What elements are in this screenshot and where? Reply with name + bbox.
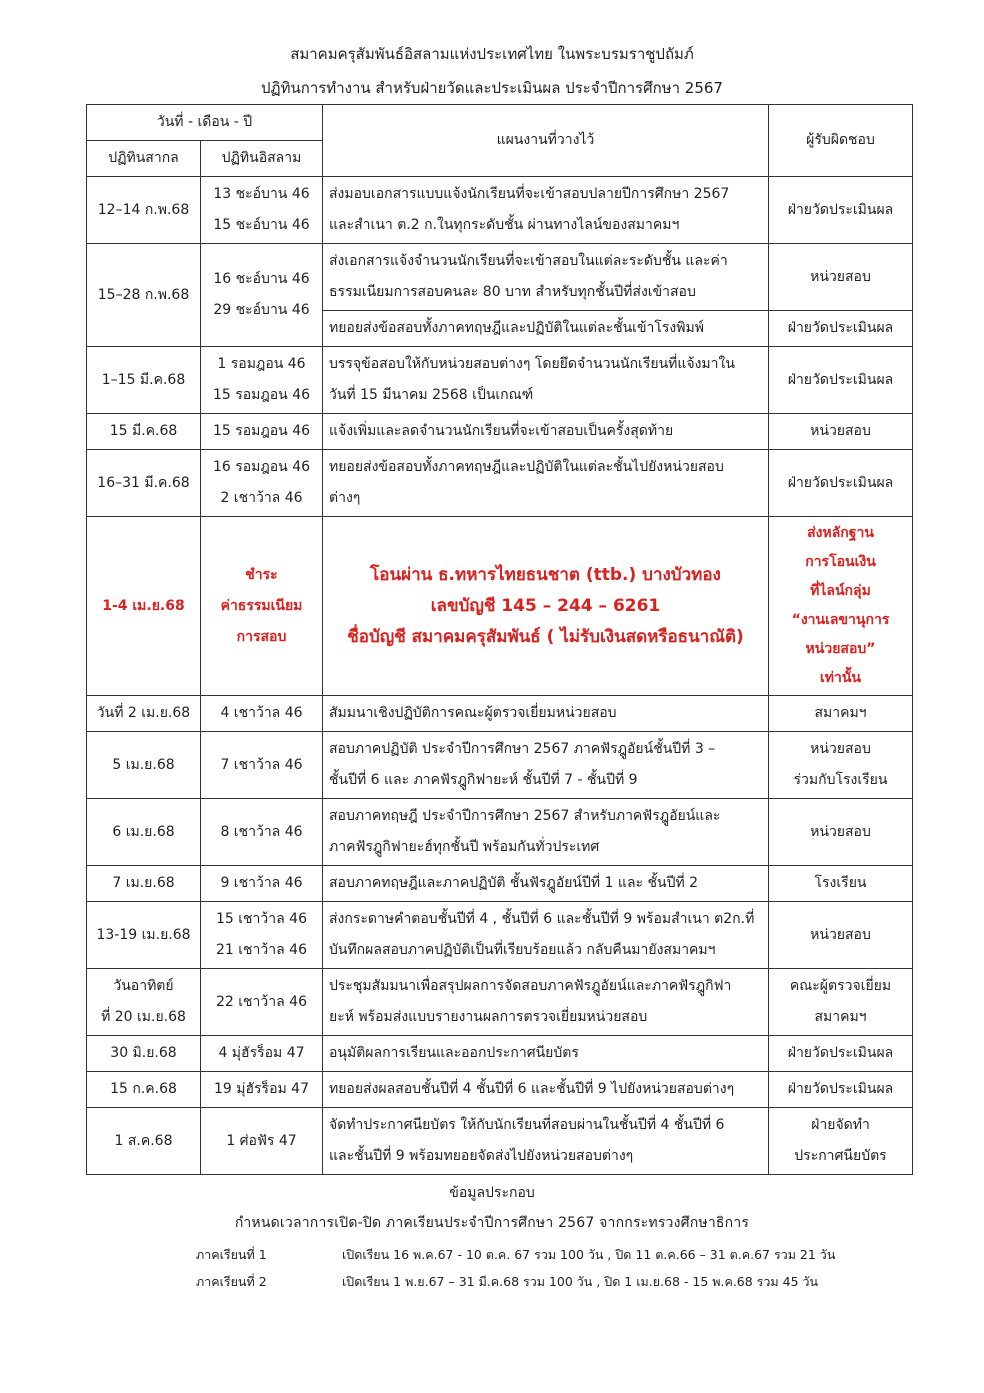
table-row <box>87 799 913 866</box>
gregorian-date: 15 ก.ค.68 <box>87 1072 201 1108</box>
gregorian-date: 16–31 มี.ค.68 <box>87 450 201 517</box>
table-row <box>87 347 913 414</box>
gregorian-date: 13-19 เม.ย.68 <box>87 902 201 969</box>
table-row <box>87 902 913 969</box>
islamic-date: 15 รอมฎอน 46 <box>201 414 323 450</box>
term-2-line <box>196 1272 818 1292</box>
gregorian-date: 7 เม.ย.68 <box>87 866 201 902</box>
islamic-date: 1 ศ่อฟัร 47 <box>201 1108 323 1175</box>
org-title: สมาคมครุสัมพันธ์อิสลามแห่งประเทศไทย ในพระบรมราชูปถัมภ์ <box>290 45 694 63</box>
term-1-line <box>196 1245 835 1265</box>
owner-cell: ฝ่ายวัดประเมินผล <box>769 450 913 517</box>
owner-cell: หน่วยสอบ <box>769 799 913 866</box>
owner-header: ผู้รับผิดชอบ <box>769 105 913 177</box>
plan-cell: ส่งมอบเอกสารแบบแจ้งนักเรียนที่จะเข้าสอบปลายปีการศึกษา 2567 และสำเนา ต.2 ก.ในทุกระดับชั้น ผ่านทางไลน์ของสมาคมฯ <box>323 177 769 244</box>
islamic-date: 4 เชาว้าล 46 <box>201 696 323 732</box>
notes-heading: ข้อมูลประกอบ <box>449 1185 535 1201</box>
plan-cell: ส่งเอกสารแจ้งจำนวนนักเรียนที่จะเข้าสอบในแต่ละระดับชั้น และค่า ธรรมเนียมการสอบคนละ 80 บาท สำหรับทุกชั้นปีที่ส่งเข้าสอบ <box>323 244 769 311</box>
table-row <box>87 1108 913 1175</box>
table-row <box>87 450 913 517</box>
islamic-date: 1 รอมฎอน 46 15 รอมฎอน 46 <box>201 347 323 414</box>
islamic-date: 7 เชาว้าล 46 <box>201 732 323 799</box>
islamic-header: ปฏิทินอิสลาม <box>201 141 323 177</box>
owner-cell: คณะผู้ตรวจเยี่ยม สมาคมฯ <box>769 969 913 1036</box>
owner-cell: หน่วยสอบ ร่วมกับโรงเรียน <box>769 732 913 799</box>
gregorian-header: ปฏิทินสากล <box>87 141 201 177</box>
islamic-date: 13 ชะอ์บาน 46 15 ชะอ์บาน 46 <box>201 177 323 244</box>
plan-cell: แจ้งเพิ่มและลดจำนวนนักเรียนที่จะเข้าสอบเป็นครั้งสุดท้าย <box>323 414 769 450</box>
islamic-date: 16 ชะอ์บาน 46 29 ชะอ์บาน 46 <box>201 244 323 347</box>
islamic-date: 9 เชาว้าล 46 <box>201 866 323 902</box>
islamic-date: 16 รอมฎอน 46 2 เชาว้าล 46 <box>201 450 323 517</box>
gregorian-date: 15 มี.ค.68 <box>87 414 201 450</box>
table-row <box>87 732 913 799</box>
plan-cell: ส่งกระดาษคำตอบชั้นปีที่ 4 , ชั้นปีที่ 6 และชั้นปีที่ 9 พร้อมสำเนา ต2ก.ที่ บันทึกผลสอบภาคปฏิบัติเป็นที่เรียบร้อยแล้ว กลับคืนมายังสมาคมฯ <box>323 902 769 969</box>
payment-label: ชำระ ค่าธรรมเนียม การสอบ <box>201 517 323 696</box>
owner-cell: ฝ่ายจัดทำ ประกาศนียบัตร <box>769 1108 913 1175</box>
plan-cell: ทยอยส่งข้อสอบทั้งภาคทฤษฎีและปฏิบัติในแต่ละชั้นเข้าโรงพิมพ์ <box>323 311 769 347</box>
table-row <box>87 1072 913 1108</box>
islamic-date: 15 เชาว้าล 46 21 เชาว้าล 46 <box>201 902 323 969</box>
plan-cell: จัดทำประกาศนียบัตร ให้กับนักเรียนที่สอบผ่านในชั้นปีที่ 4 ชั้นปีที่ 6 และชั้นปีที่ 9 พร้อมทยอยจัดส่งไปยังหน่วยสอบต่างๆ <box>323 1108 769 1175</box>
calendar-title: ปฏิทินการทำงาน สำหรับฝ่ายวัดและประเมินผล ประจำปีการศึกษา 2567 <box>261 79 723 97</box>
table-row <box>87 866 913 902</box>
schedule-table <box>86 104 913 1175</box>
owner-cell: ฝ่ายวัดประเมินผล <box>769 347 913 414</box>
term-1-dates: เปิดเรียน 16 พ.ค.67 - 10 ต.ค. 67 รวม 100 วัน , ปิด 11 ต.ค.66 – 31 ต.ค.67 รวม 21 วัน <box>342 1247 836 1262</box>
gregorian-date: 6 เม.ย.68 <box>87 799 201 866</box>
gregorian-date: 1 ส.ค.68 <box>87 1108 201 1175</box>
gregorian-date: 1–15 มี.ค.68 <box>87 347 201 414</box>
owner-cell: หน่วยสอบ <box>769 244 913 311</box>
owner-cell: สมาคมฯ <box>769 696 913 732</box>
notes-subheading: กำหนดเวลาการเปิด-ปิด ภาคเรียนประจำปีการศึกษา 2567 จากกระทรวงศึกษาธิการ <box>234 1215 750 1231</box>
table-row <box>87 1036 913 1072</box>
plan-cell: บรรจุข้อสอบให้กับหน่วยสอบต่างๆ โดยยึดจำนวนนักเรียนที่แจ้งมาใน วันที่ 15 มีนาคม 2568 เป็นเกณฑ์ <box>323 347 769 414</box>
islamic-date: 8 เชาว้าล 46 <box>201 799 323 866</box>
plan-cell: สัมมนาเชิงปฏิบัติการคณะผู้ตรวจเยี่ยมหน่วยสอบ <box>323 696 769 732</box>
plan-cell: สอบภาคทฤษฎีและภาคปฏิบัติ ชั้นฟัรฎูอัยน์ปีที่ 1 และ ชั้นปีที่ 2 <box>323 866 769 902</box>
owner-cell: โรงเรียน <box>769 866 913 902</box>
table-row <box>87 969 913 1036</box>
gregorian-date: วันที่ 2 เม.ย.68 <box>87 696 201 732</box>
gregorian-date: 5 เม.ย.68 <box>87 732 201 799</box>
islamic-date: 19 มุ่ฮัรร็อม 47 <box>201 1072 323 1108</box>
owner-cell: ฝ่ายวัดประเมินผล <box>769 177 913 244</box>
owner-cell: ฝ่ายวัดประเมินผล <box>769 1072 913 1108</box>
term-1-label: ภาคเรียนที่ 1 <box>196 1247 267 1262</box>
date-group-header: วันที่ - เดือน - ปี <box>87 105 323 141</box>
plan-header: แผนงานที่วางไว้ <box>323 105 769 177</box>
table-row <box>87 696 913 732</box>
owner-cell: ฝ่ายวัดประเมินผล <box>769 1036 913 1072</box>
term-2-label: ภาคเรียนที่ 2 <box>196 1274 267 1289</box>
plan-cell: อนุมัติผลการเรียนและออกประกาศนียบัตร <box>323 1036 769 1072</box>
term-2-dates: เปิดเรียน 1 พ.ย.67 – 31 มี.ค.68 รวม 100 วัน , ปิด 1 เม.ย.68 - 15 พ.ค.68 รวม 45 วัน <box>342 1274 819 1289</box>
table-row <box>87 244 913 311</box>
plan-cell: ทยอยส่งผลสอบชั้นปีที่ 4 ชั้นปีที่ 6 และชั้นปีที่ 9 ไปยังหน่วยสอบต่างๆ <box>323 1072 769 1108</box>
gregorian-date: 30 มิ.ย.68 <box>87 1036 201 1072</box>
plan-cell: ทยอยส่งข้อสอบทั้งภาคทฤษฎีและปฏิบัติในแต่ละชั้นไปยังหน่วยสอบ ต่างๆ <box>323 450 769 517</box>
gregorian-date: วันอาทิตย์ ที่ 20 เม.ย.68 <box>87 969 201 1036</box>
plan-cell: ประชุมสัมมนาเพื่อสรุปผลการจัดสอบภาคฟัรฎูอัยน์และภาคฟัรฎูกิฟา ยะห์ พร้อมส่งแบบรายงานผลการตรวจเยี่ยมหน่วยสอบ <box>323 969 769 1036</box>
gregorian-date: 12–14 ก.พ.68 <box>87 177 201 244</box>
plan-cell: สอบภาคปฏิบัติ ประจำปีการศึกษา 2567 ภาคฟัรฎูอัยน์ชั้นปีที่ 3 – ชั้นปีที่ 6 และ ภาคฟัรฎูกิฟายะห์ ชั้นปีที่ 7 - ชั้นปีที่ 9 <box>323 732 769 799</box>
owner-cell: หน่วยสอบ <box>769 902 913 969</box>
table-header-row <box>87 105 913 141</box>
table-row <box>87 414 913 450</box>
payment-row <box>87 517 913 696</box>
owner-cell: ฝ่ายวัดประเมินผล <box>769 311 913 347</box>
table-row <box>87 177 913 244</box>
owner-cell: หน่วยสอบ <box>769 414 913 450</box>
payment-proof-instructions: ส่งหลักฐาน การโอนเงิน ที่ไลน์กลุ่ม “งานเลขานุการ หน่วยสอบ” เท่านั้น <box>769 517 913 696</box>
plan-cell: สอบภาคทฤษฎี ประจำปีการศึกษา 2567 สำหรับภาคฟัรฎูอัยน์และ ภาคฟัรฎูกิฟายะฮ์ทุกชั้นปี พร้อมกันทั่วประเทศ <box>323 799 769 866</box>
bank-transfer-info: โอนผ่าน ธ.ทหารไทยธนชาต (ttb.) บางบัวทอง เลขบัญชี 145 – 244 – 6261 ชื่อบัญชี สมาคมครุสัมพันธ์ ( ไม่รับเงินสดหรือธนาณัติ) <box>323 517 769 696</box>
gregorian-date: 1-4 เม.ย.68 <box>87 517 201 696</box>
islamic-date: 4 มุ่ฮัรร็อม 47 <box>201 1036 323 1072</box>
gregorian-date: 15–28 ก.พ.68 <box>87 244 201 347</box>
islamic-date: 22 เชาว้าล 46 <box>201 969 323 1036</box>
